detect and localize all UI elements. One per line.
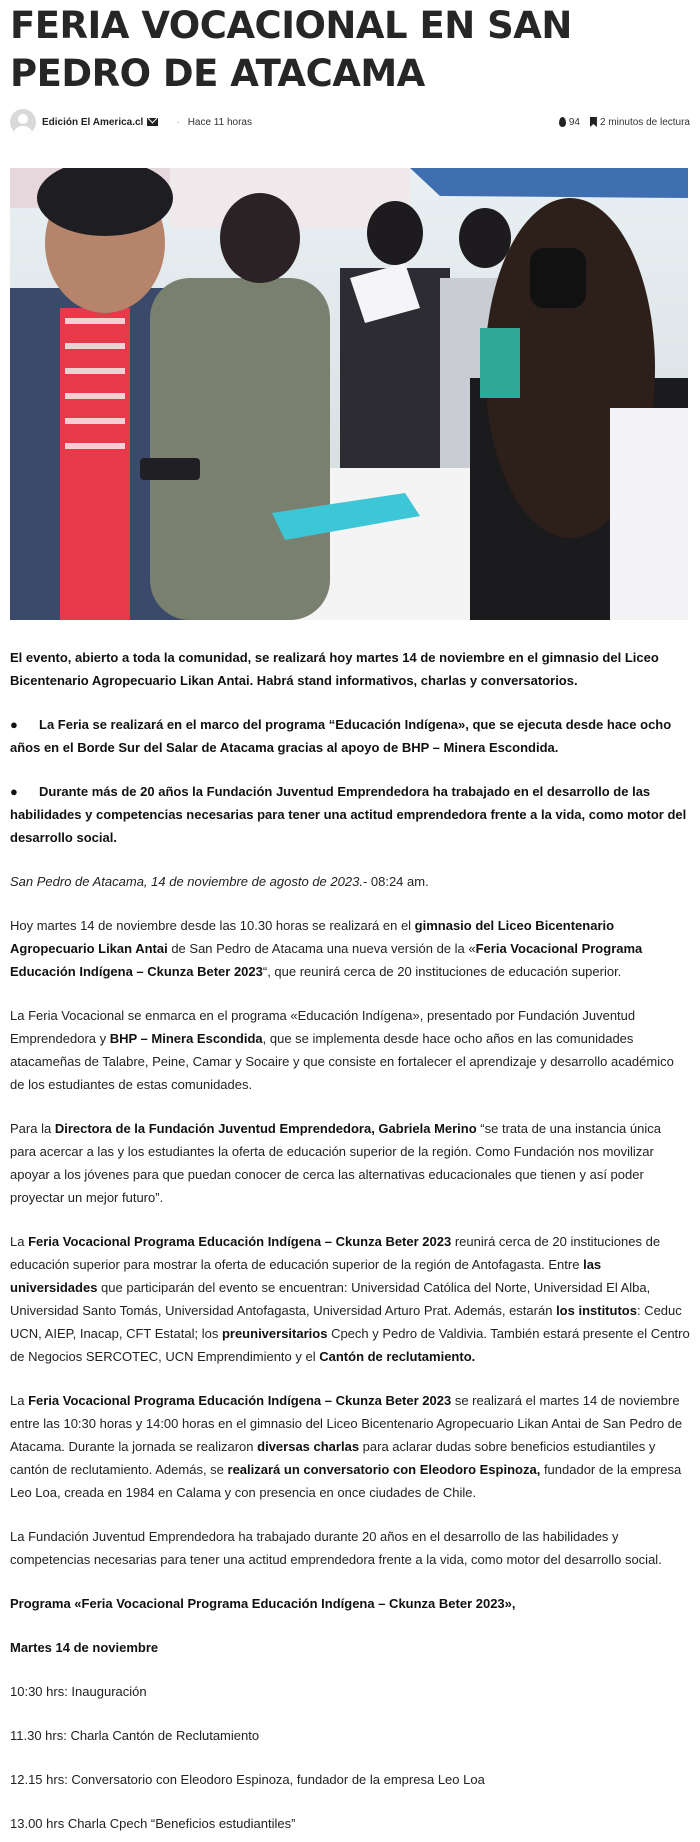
dateline: San Pedro de Atacama, 14 de noviembre de agosto de 2023.- 08:24 am.	[10, 874, 429, 889]
view-count: 94	[568, 116, 580, 128]
green-brochure	[480, 328, 520, 398]
person-boy-shirt	[60, 308, 130, 620]
bullet-item: ● La Feria se realizará en el marco del programa “Educación Indígena», que se ejecuta desde hace ocho años en el Borde Sur del Salar de Atacama gracias al apoyo de BHP – Minera Escondida.	[10, 713, 690, 759]
schedule-item: 12.15 hrs: Conversatorio con Eleodoro Espinoza, fundador de la empresa Leo Loa	[10, 1772, 485, 1787]
bullet-icon: ●	[10, 717, 18, 732]
bullet-icon: ●	[10, 784, 18, 799]
article-title: FERIA VOCACIONAL EN SAN PEDRO DE ATACAMA	[10, 4, 572, 95]
article-body	[10, 646, 690, 1842]
post-time: Hace 11 horas	[187, 116, 252, 128]
author-avatar[interactable]	[10, 109, 36, 135]
article-meta	[10, 108, 690, 136]
paragraph: La Feria Vocacional se enmarca en el programa «Educación Indígena», presentado por Fundación Juventud Emprendedora y BHP – Minera Escondida, que se implementa desde hace ocho años en las comunidades atacameñas de Talabre, Peine, Camar y Socaire y que consiste en fortalecer el aprendizaje y desarrollo académico de los estudiantes de estas comunidades.	[10, 1008, 674, 1092]
phone	[140, 458, 200, 480]
paragraph: Hoy martes 14 de noviembre desde las 10.30 horas se realizará en el gimnasio del Liceo Bicentenario Agropecuario Likan Antai de San Pedro de Atacama una nueva versión de la «Feria Vocacional Programa Educación Indígena – Ckunza Beter 2023“, que reunirá cerca de 20 instituciones de educación superior.	[10, 918, 643, 979]
separator-dot: ·	[176, 116, 180, 128]
schedule-item: 11.30 hrs: Charla Cantón de Reclutamiento	[10, 1728, 260, 1743]
article-intro: El evento, abierto a toda la comunidad, se realizará hoy martes 14 de noviembre en el gimnasio del Liceo Bicentenario Agropecuario Likan Antai. Habrá stand informativos, charlas y conversatorios.	[10, 650, 659, 688]
person-hoodie-head	[220, 193, 300, 283]
read-time: 2 minutos de lectura	[599, 116, 690, 128]
paragraph: La Feria Vocacional Programa Educación Indígena – Ckunza Beter 2023 se realizará el martes 14 de noviembre entre las 10:30 horas y 14:00 horas en el gimnasio del Liceo Bicentenario Agropecuario Likan Antai de San Pedro de Atacama. Durante la jornada se realizaron diversas charlas para aclarar dudas sobre beneficios estudiantiles y cantón de reclutamiento. Además, se realizará un conversatorio con Eleodoro Espinoza, fundador de la empresa Leo Loa, creada en 1984 en Calama y con presencia en once ciudades de Chile.	[10, 1393, 683, 1500]
featured-photo	[10, 168, 688, 620]
program-day: Martes 14 de noviembre	[10, 1640, 159, 1655]
paragraph: Para la Directora de la Fundación Juventud Emprendedora, Gabriela Merino “se trata de una instancia única para acercar a las y los estudiantes la oferta de educación superior de la región. Como Fundación nos movilizar apoyar a los jóvenes para que puedan conocer de cerca las alternativas educacionales que tienen y así poder proyectar un mejor futuro”.	[10, 1121, 661, 1205]
schedule-item: 13.00 hrs Charla Cpech “Beneficios estudiantiles”	[10, 1816, 296, 1831]
author-name[interactable]: Edición El America.cl	[42, 116, 144, 128]
paragraph: La Fundación Juventud Emprendedora ha trabajado durante 20 años en el desarrollo de las habilidades y competencias necesarias para tener una actitud emprendedora frente a la vida, como motor del desarrollo social.	[10, 1529, 662, 1567]
canopy	[410, 168, 688, 198]
schedule-item: 10:30 hrs: Inauguración	[10, 1684, 147, 1699]
paragraph: La Feria Vocacional Programa Educación Indígena – Ckunza Beter 2023 reunirá cerca de 20 instituciones de educación superior para mostrar la oferta de educación superior de la región de Antofagasta. Entre las universidades que participarán del evento se encuentran: Universidad Católica del Norte, Universidad El Alba, Universidad Santo Tomás, Universidad Antofagasta, Universidad Arturo Prat. Además, estarán los institutos: Ceduc UCN, AIEP, Inacap, CFT Estatal; los preuniversitarios Cpech y Pedro de Valdivia. También estará presente el Centro de Negocios SERCOTEC, UCN Emprendimiento y el Cantón de reclutamiento.	[10, 1234, 690, 1364]
flame-icon	[559, 117, 566, 127]
person-hoodie	[150, 278, 330, 620]
featured-photo-illustration	[10, 168, 688, 620]
bookmark-icon	[590, 117, 597, 127]
person-woman-mask	[530, 248, 586, 308]
program-title: Programa «Feria Vocacional Programa Educación Indígena – Ckunza Beter 2023»,	[10, 1596, 516, 1611]
mail-icon[interactable]	[147, 118, 158, 126]
bullet-item: ● Durante más de 20 años la Fundación Juventud Emprendedora ha trabajado en el desarrollo de las habilidades y competencias necesarias para tener una actitud emprendedora frente a la vida, como motor del desarrollo social.	[10, 780, 690, 849]
person-right-coat	[610, 408, 688, 620]
